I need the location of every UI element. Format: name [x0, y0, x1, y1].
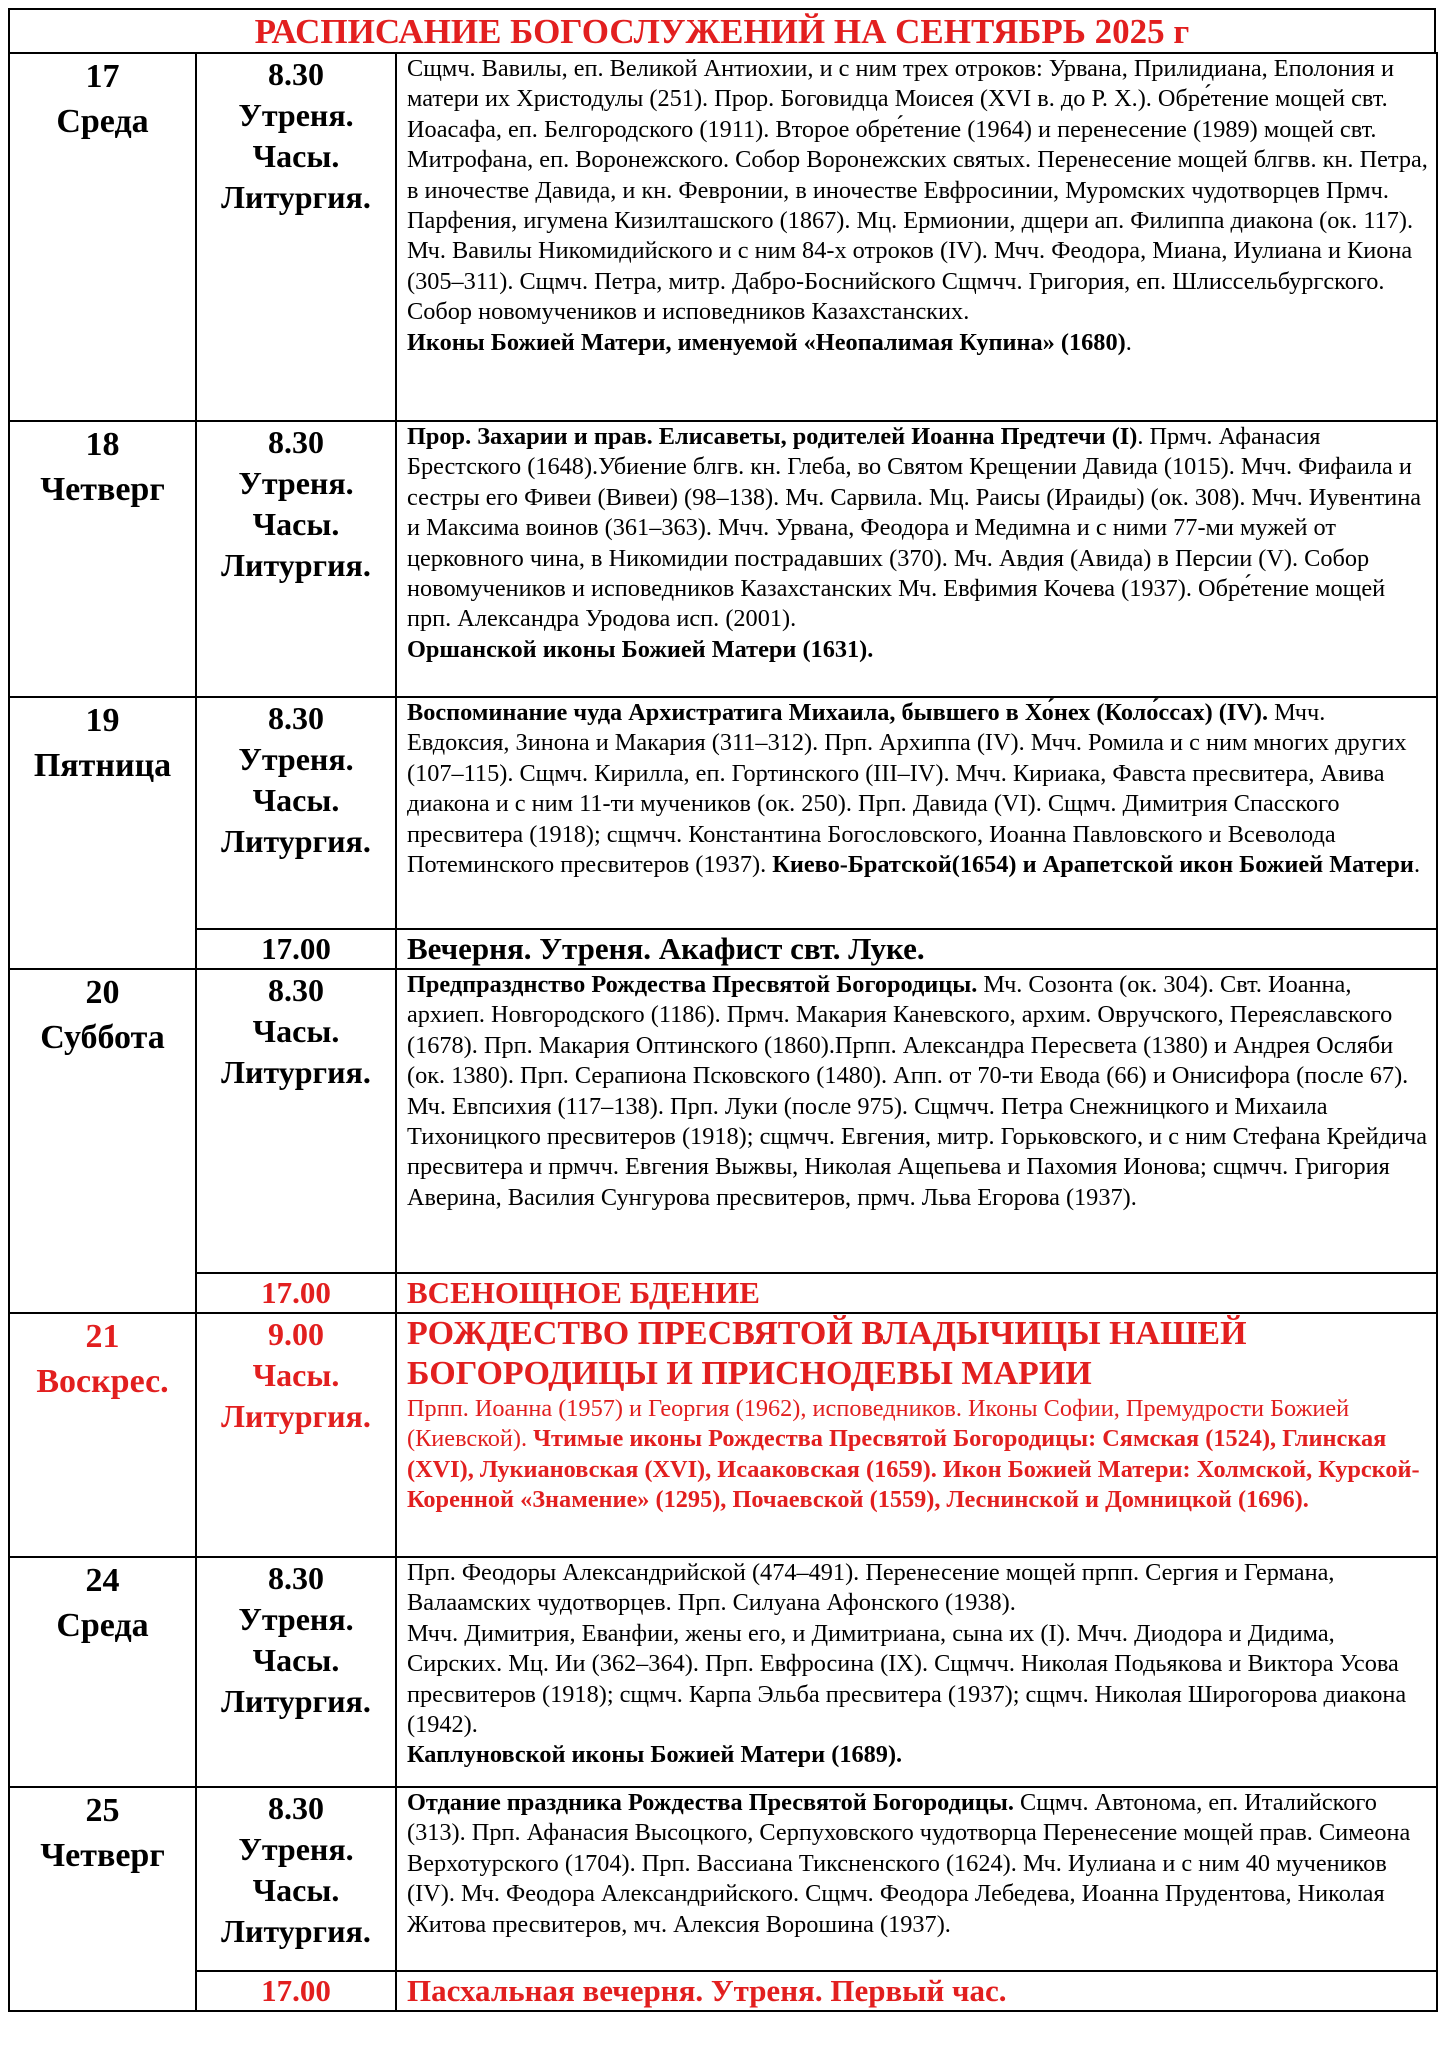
feast-lead: Отдание праздника Рождества Пресвятой Богородицы. [407, 1789, 1014, 1816]
service-name: Часы. [252, 1357, 340, 1393]
page-title: РАСПИСАНИЕ БОГОСЛУЖЕНИЙ НА СЕНТЯБРЬ 2025 г [8, 8, 1436, 52]
schedule-table [8, 52, 1438, 2012]
saints-text [396, 1557, 1437, 1787]
service-cell [196, 421, 396, 697]
day-weekday: Среда [56, 1607, 149, 1644]
icon-commemoration-tail: . [1413, 851, 1421, 879]
day-cell [9, 421, 196, 697]
saints-text [396, 969, 1437, 1273]
service-time: 8.30 [268, 972, 324, 1008]
service-name: Литургия. [221, 1913, 371, 1949]
table-row [9, 929, 1437, 969]
table-row [9, 1787, 1437, 1971]
feast-title-line: БОГОРОДИЦЫ И ПРИСНОДЕВЫ МАРИИ [407, 1355, 1092, 1392]
saints-text [396, 53, 1437, 421]
saints-list: Мчч. Димитрия, Еванфии, жены его, и Димитриана, сына их (I). Мчч. Диодора и Дидима, Сирских. Мц. Ии (362–364). Прп. Евфросина (IX). Сщмчч. Николая Подьякова и Виктора Усова пресвитеров (1918); сщмч. Карпа Эльба пресвитера (1937); сщмч. Николая Широгорова диакона (1942). [407, 1619, 1407, 1739]
feast-details [397, 1394, 1430, 1516]
saints-list: Сщмч. Вавилы, еп. Великой Антиохии, и с ним трех отроков: Урвана, Прилидиана, Еполония и матери их Христодулы (251). Прор. Боговидца Моисея (XVI в. до Р. Х.). Обре́тение мощей свт. Иоасафа, еп. Белгородского (1911). Второе обре́тение (1964) и перенесение (1989) мощей свт. Митрофана, еп. Воронежского. Собор Воронежских святых. Перенесение мощей блгвв. кн. Петра, в иночестве Давида, и кн. Февронии, в иночестве Евфросинии, Муромских чудотворцев Прмч. Парфения, игумена Кизилташского (1867). Мц. Ермионии, дщери ап. Филиппа диакона (ок. 117). Мч. Вавилы Никомидийского и с ним 84-х отроков (IV). Мчч. Феодора, Миана, Иулиана и Киона (305–311). Сщмч. Петра, митр. Дабро-Боснийского Сщмчч. Григория, еп. Шлиссельбургского. Собор новомучеников и исповедников Казахстанских. [407, 55, 1428, 326]
service-name: Часы. [252, 506, 340, 542]
service-name: Литургия. [221, 1398, 371, 1434]
service-cell [196, 969, 396, 1273]
day-date: 25 [85, 1792, 120, 1829]
evening-service: Пасхальная вечерня. Утреня. Первый час. [396, 1971, 1437, 2011]
day-weekday: Воскрес. [36, 1363, 169, 1400]
saints-list: Мч. Созонта (ок. 304). Свт. Иоанна, архиеп. Новгородского (1186). Прмч. Макария Каневского, архим. Овручского, Переяславского (1678). Прп. Макария Оптинского (1860).Прпп. Александра Пересвета (1380) и Андрея Осляби (ок. 1380). Прп. Серапиона Псковского (1480). Апп. от 70-ти Евода (66) и Онисифора (после 67). Мч. Евпсихия (117–138). Прп. Луки (после 975). Сщмчч. Петра Снежницкого и Михаила Тихоницкого пресвитеров (1918); сщмчч. Евгения, митр. Горьковского, и с ним Стефана Крейдича пресвитера и прмчч. Евгения Выжвы, Николая Ащепьева и Пахомия Ионова; сщмчч. Григория Аверина, Василия Сунгурова пресвитеров, прмч. Льва Егорова (1937). [407, 971, 1428, 1211]
table-row [9, 53, 1437, 421]
service-time: 8.30 [268, 56, 324, 92]
day-weekday: Среда [56, 103, 149, 140]
saints-text [396, 421, 1437, 697]
feast-title-line: РОЖДЕСТВО ПРЕСВЯТОЙ ВЛАДЫЧИЦЫ НАШЕЙ [407, 1315, 1247, 1352]
icon-commemoration-tail: . [1125, 328, 1132, 356]
service-cell [196, 697, 396, 929]
schedule-sheet [8, 8, 1436, 2012]
feast-lead: Предпразднство Рождества Пресвятой Богородицы. [407, 971, 978, 998]
feast-lead: Воспоминание чуда Архистратига Михаила, бывшего в Хо́нех (Коло́ссах) (IV). [407, 699, 1269, 726]
saints-list: . Прмч. Афанасия Брестского (1648).Убиение блгв. кн. Глеба, во Святом Крещении Давида (1015). Мчч. Фифаила и сестры его Фивеи (Вивеи) (98–138). Мч. Сарвила. Мц. Раисы (Ираиды) (ок. 308). Мчч. Иувентина и Максима воинов (361–363). Мчч. Урвана, Феодора и Медимна и с ними 77-ми мужей от церковного чина, в Никомидии пострадавших (370). Мч. Авдия (Авида) в Персии (V). Собор новомучеников и исповедников Казахстанских Мч. Евфимия Кочева (1937). Обре́тение мощей прп. Александра Уродова исп. (2001). [407, 423, 1422, 633]
day-date: 20 [85, 974, 120, 1011]
service-time: 8.30 [268, 1560, 324, 1596]
service-cell [196, 53, 396, 421]
saints-text [396, 1787, 1437, 1971]
day-cell [9, 1313, 196, 1557]
service-cell [196, 1557, 396, 1787]
day-cell [9, 697, 196, 969]
icon-commemoration: Каплуновской иконы Божией Матери (1689). [407, 1741, 903, 1769]
service-cell [196, 1313, 396, 1557]
day-cell [9, 53, 196, 421]
day-weekday: Суббота [40, 1019, 165, 1056]
evening-time: 17.00 [196, 1971, 396, 2011]
evening-time: 17.00 [196, 1273, 396, 1313]
table-row [9, 1313, 1437, 1557]
evening-time: 17.00 [196, 929, 396, 969]
table-row [9, 1971, 1437, 2011]
icon-commemoration: Иконы Божией Матери, именуемой «Неопалимая Купина» (1680) [407, 328, 1126, 356]
table-row [9, 1557, 1437, 1787]
day-weekday: Четверг [40, 1837, 165, 1874]
day-date: 17 [85, 58, 120, 95]
saints-text [396, 1313, 1437, 1557]
service-name: Часы. [252, 1642, 340, 1678]
service-name: Часы. [252, 1872, 340, 1908]
day-date: 24 [85, 1562, 120, 1599]
service-name: Литургия. [221, 547, 371, 583]
service-time: 8.30 [268, 700, 324, 736]
service-name: Утреня. [238, 1601, 354, 1637]
service-name: Литургия. [221, 1054, 371, 1090]
service-name: Часы. [252, 138, 340, 174]
service-name: Литургия. [221, 1683, 371, 1719]
day-date: 19 [85, 702, 120, 739]
saints-list: Мчч. Евдоксия, Зинона и Макария (311–312). Прп. Архиппа (IV). Мчч. Ромила и с ним многих других (107–115). Сщмч. Кирилла, еп. Гортинского (III–IV). Мчч. Кириака, Фавста пресвитера, Авива диакона и с ним 11-ти мучеников (ок. 250). Прп. Давида (VI). Сщмч. Димитрия Спасского пресвитера (1918); сщмчч. Константина Богословского, Иоанна Павловского и Всеволода Потеминского пресвитеров (1937). [407, 699, 1407, 879]
service-cell [196, 1787, 396, 1971]
saints-text [396, 697, 1437, 929]
saints-list: Прпп. Иоанна (1957) и Георгия (1962), исповедников. Иконы Софии, Премудрости Божией (Киевской). [407, 1395, 1350, 1453]
day-date: 21 [85, 1318, 120, 1355]
day-date: 18 [85, 426, 120, 463]
feast-lead: Прор. Захарии и прав. Елисаветы, родителей Иоанна Предтечи (I) [407, 423, 1138, 450]
icon-commemoration: Чтимые иконы Рождества Пресвятой Богородицы: Сямская (1524), Глинская (XVI), Лукиановская (XVI), Исааковская (1659). Икон Божией Матери: Холмской, Курской-Коренной «Знамение» (1295), Почаевской (1559), Леснинской и Домницкой (1696). [407, 1425, 1420, 1514]
day-cell [9, 969, 196, 1313]
saints-list: Прп. Феодоры Александрийской (474–491). Перенесение мощей прпп. Сергия и Германа, Валаамских чудотворцев. Прп. Силуана Афонского (1938). [407, 1559, 1335, 1617]
evening-service: ВСЕНОЩНОЕ БДЕНИЕ [396, 1273, 1437, 1313]
service-time: 9.00 [268, 1316, 324, 1352]
service-name: Литургия. [221, 823, 371, 859]
icon-commemoration: Киево-Братской(1654) и Арапетской икон Божией Матери [772, 851, 1414, 879]
service-name: Часы. [252, 1013, 340, 1049]
day-weekday: Четверг [40, 471, 165, 508]
icon-commemoration: Оршанской иконы Божией Матери (1631). [407, 635, 874, 663]
evening-service: Вечерня. Утреня. Акафист свт. Луке. [396, 929, 1437, 969]
service-name: Утреня. [238, 97, 354, 133]
service-name: Часы. [252, 782, 340, 818]
day-cell [9, 1557, 196, 1787]
service-name: Утреня. [238, 465, 354, 501]
table-row [9, 1273, 1437, 1313]
service-time: 8.30 [268, 1790, 324, 1826]
table-row [9, 421, 1437, 697]
table-row [9, 969, 1437, 1273]
service-name: Литургия. [221, 179, 371, 215]
service-name: Утреня. [238, 741, 354, 777]
service-time: 8.30 [268, 424, 324, 460]
day-weekday: Пятница [33, 747, 172, 784]
service-name: Утреня. [238, 1831, 354, 1867]
saints-list: Сщмч. Автонома, еп. Италийского (313). Прп. Афанасия Высоцкого, Серпуховского чудотворца Перенесение мощей прав. Симеона Верхотурского (1704). Прп. Вассиана Тиксненского (1624). Мч. Иулиана и с ним 40 мучеников (IV). Мч. Феодора Александрийского. Сщмч. Феодора Лебедева, Иоанна Прудентова, Николая Житова пресвитеров, мч. Алексия Ворошина (1937). [407, 1789, 1411, 1938]
table-row [9, 697, 1437, 929]
day-cell [9, 1787, 196, 2011]
